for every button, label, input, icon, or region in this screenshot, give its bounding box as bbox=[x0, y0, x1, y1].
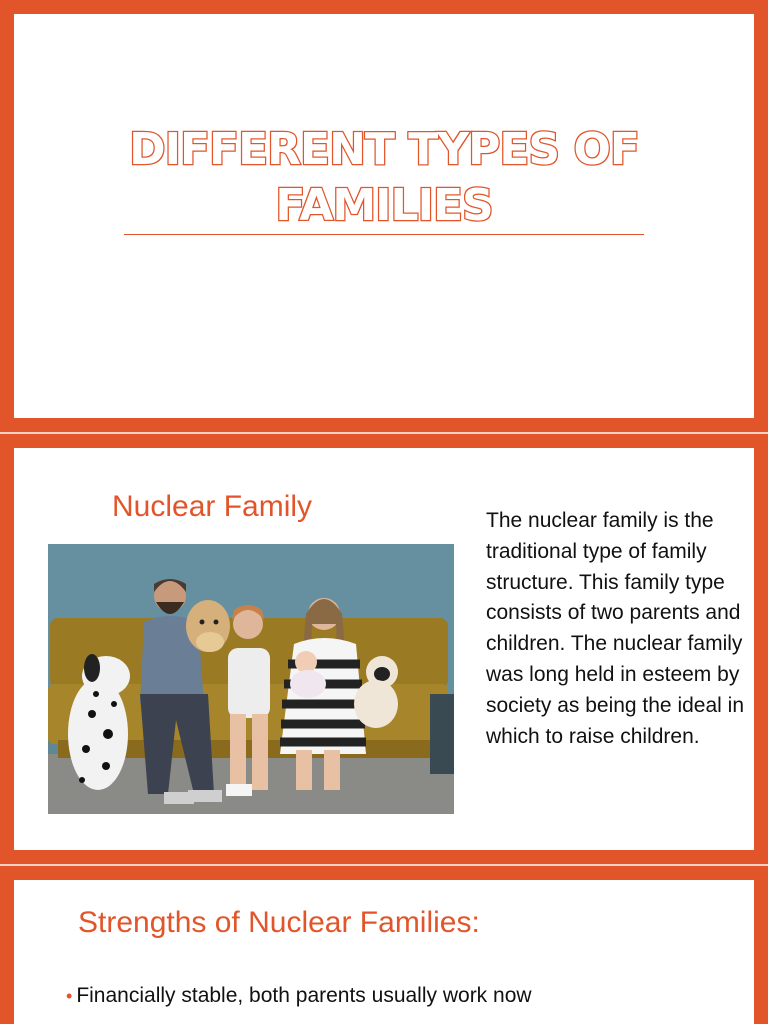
slide-card bbox=[14, 448, 754, 850]
bullet-icon: • bbox=[66, 986, 73, 1006]
slide-card bbox=[14, 880, 754, 1024]
title-line-1: DIFFERENT TYPES OF bbox=[129, 124, 639, 175]
slide-heading: Strengths of Nuclear Families: bbox=[78, 906, 480, 939]
nuclear-family-slide bbox=[0, 434, 768, 864]
slide-heading: Nuclear Family bbox=[112, 490, 313, 523]
slide-title bbox=[14, 122, 754, 234]
list-item bbox=[66, 984, 532, 1008]
family-photo bbox=[48, 544, 454, 814]
title-line-2: FAMILIES bbox=[275, 180, 493, 231]
family-photo-illustration bbox=[48, 544, 454, 814]
slide-description: The nuclear family is the traditional type of family structure. This family type consists of two parents and children. The nuclear family was long held in esteem by society as being the ideal in which to raise children. bbox=[486, 509, 744, 748]
slide-card bbox=[14, 14, 754, 418]
title-underline bbox=[124, 234, 644, 235]
title-slide bbox=[0, 0, 768, 432]
list-item-text: Financially stable, both parents usually work now bbox=[76, 984, 532, 1007]
strengths-slide bbox=[0, 866, 768, 1024]
